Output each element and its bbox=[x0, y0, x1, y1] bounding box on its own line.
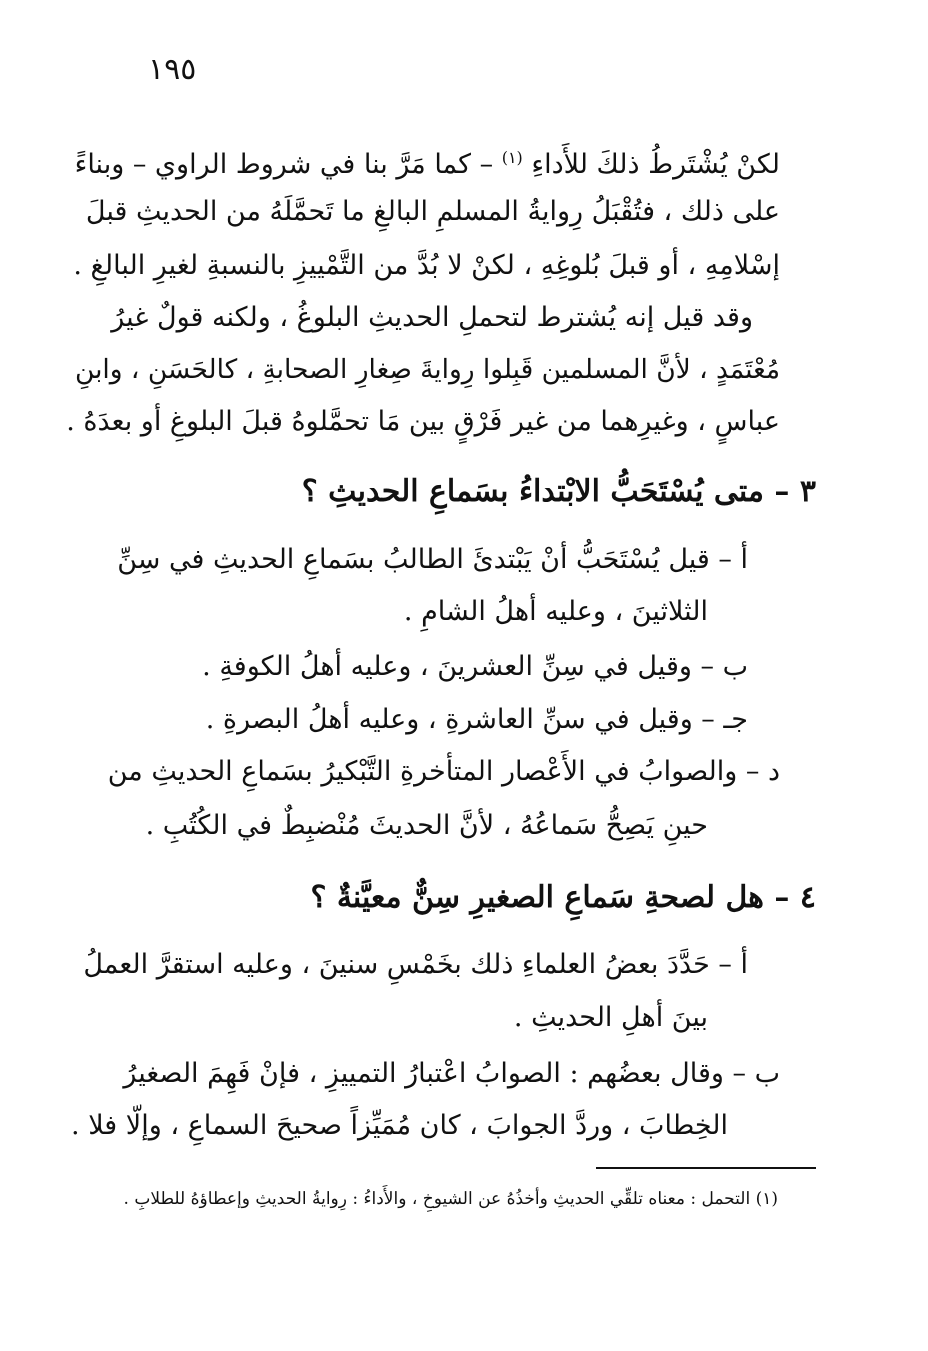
section-4-item-a-line-2: بينَ أهلِ الحديثِ . bbox=[513, 1002, 708, 1033]
section-3-item-d-line-2: حينِ يَصِحُّ سَماعُهُ ، لأنَّ الحديثَ مُنْضبِطٌ في الكُتُبِ . bbox=[145, 810, 708, 841]
paragraph-2-line-1: وقد قيل إنه يُشترط لتحملِ الحديثِ البلوغُ ، ولكنه قولٌ غيرُ bbox=[111, 302, 753, 333]
section-3-item-j: جـ – وقيل في سنِّ العاشرةِ ، وعليه أهلُ البصرةِ . bbox=[205, 704, 748, 735]
footnote-reference: (١) bbox=[501, 148, 523, 167]
paragraph-1-line-1 bbox=[75, 138, 780, 185]
section-3-item-b: ب – وقيل في سِنِّ العشرينَ ، وعليه أهلُ الكوفةِ . bbox=[202, 651, 748, 682]
paragraph-1-line-3: إسْلامِهِ ، أو قبلَ بُلوغِهِ ، لكنْ لا بُدَّ من التَّمْييزِ بالنسبةِ لغيرِ البالغِ . bbox=[73, 250, 780, 281]
footnote-separator bbox=[596, 1167, 816, 1169]
paragraph-1-line-1-post: – كما مَرَّ بنا في شروط الراوي – وبناءً bbox=[74, 149, 494, 180]
paragraph-1-line-1-pre: لكنْ يُشْتَرطُ ذلكَ للأَداءِ bbox=[531, 149, 780, 180]
section-3-item-a-line-2: الثلاثينَ ، وعليه أهلُ الشامِ . bbox=[403, 596, 708, 627]
section-3-item-d-line-1: د – والصوابُ في الأَعْصار المتأخرةِ التَّبْكيرُ بسَماعِ الحديثِ من bbox=[107, 756, 780, 787]
footnote-text: (١) التحمل : معناه تلقِّي الحديثِ وأخذُهُ عن الشيوخِ ، والأَداءُ : رِوايةُ الحديثِ وإعطاؤهُ للطلابِ . bbox=[123, 1189, 778, 1209]
paragraph-1-line-2: على ذلك ، فتُقْبَلُ رِوايةُ المسلمِ البالغِ ما تَحمَّلَهُ من الحديثِ قبلَ bbox=[85, 196, 780, 227]
section-3-item-a-line-1: أ – قيل يُسْتَحَبُّ أنْ يَبْتدئَ الطالبُ بسَماعِ الحديثِ في سِنِّ bbox=[117, 544, 748, 575]
section-4-heading: ٤ – هل لصحةِ سَماعِ الصغيرِ سِنٌّ معيَّنةٌ ؟ bbox=[310, 880, 816, 915]
section-4-item-a-line-1: أ – حَدَّدَ بعضُ العلماءِ ذلك بخَمْسِ سنينَ ، وعليه استقرَّ العملُ bbox=[83, 949, 748, 980]
paragraph-2-line-2: مُعْتَمَدٍ ، لأنَّ المسلمين قَبِلوا رِوايةَ صِغارِ الصحابةِ ، كالحَسَنِ ، وابنِ bbox=[74, 354, 780, 385]
section-4-item-b-line-1: ب – وقال بعضُهم : الصوابُ اعْتبارُ التمييزِ ، فإنْ فَهِمَ الصغيرُ bbox=[123, 1058, 780, 1089]
paragraph-2-line-3: عباسٍ ، وغيرِهما من غير فَرْقٍ بين مَا تحمَّلوهُ قبلَ البلوغِ أو بعدَهُ . bbox=[66, 406, 780, 437]
section-4-item-b-line-2: الخِطابَ ، وردَّ الجوابَ ، كان مُمَيِّزاً صحيحَ السماعِ ، وإلّا فلا . bbox=[71, 1110, 728, 1141]
section-3-heading: ٣ – متى يُسْتَحَبُّ الابْتداءُ بسَماعِ الحديثِ ؟ bbox=[301, 474, 816, 509]
page-number: ١٩٥ bbox=[148, 52, 197, 87]
